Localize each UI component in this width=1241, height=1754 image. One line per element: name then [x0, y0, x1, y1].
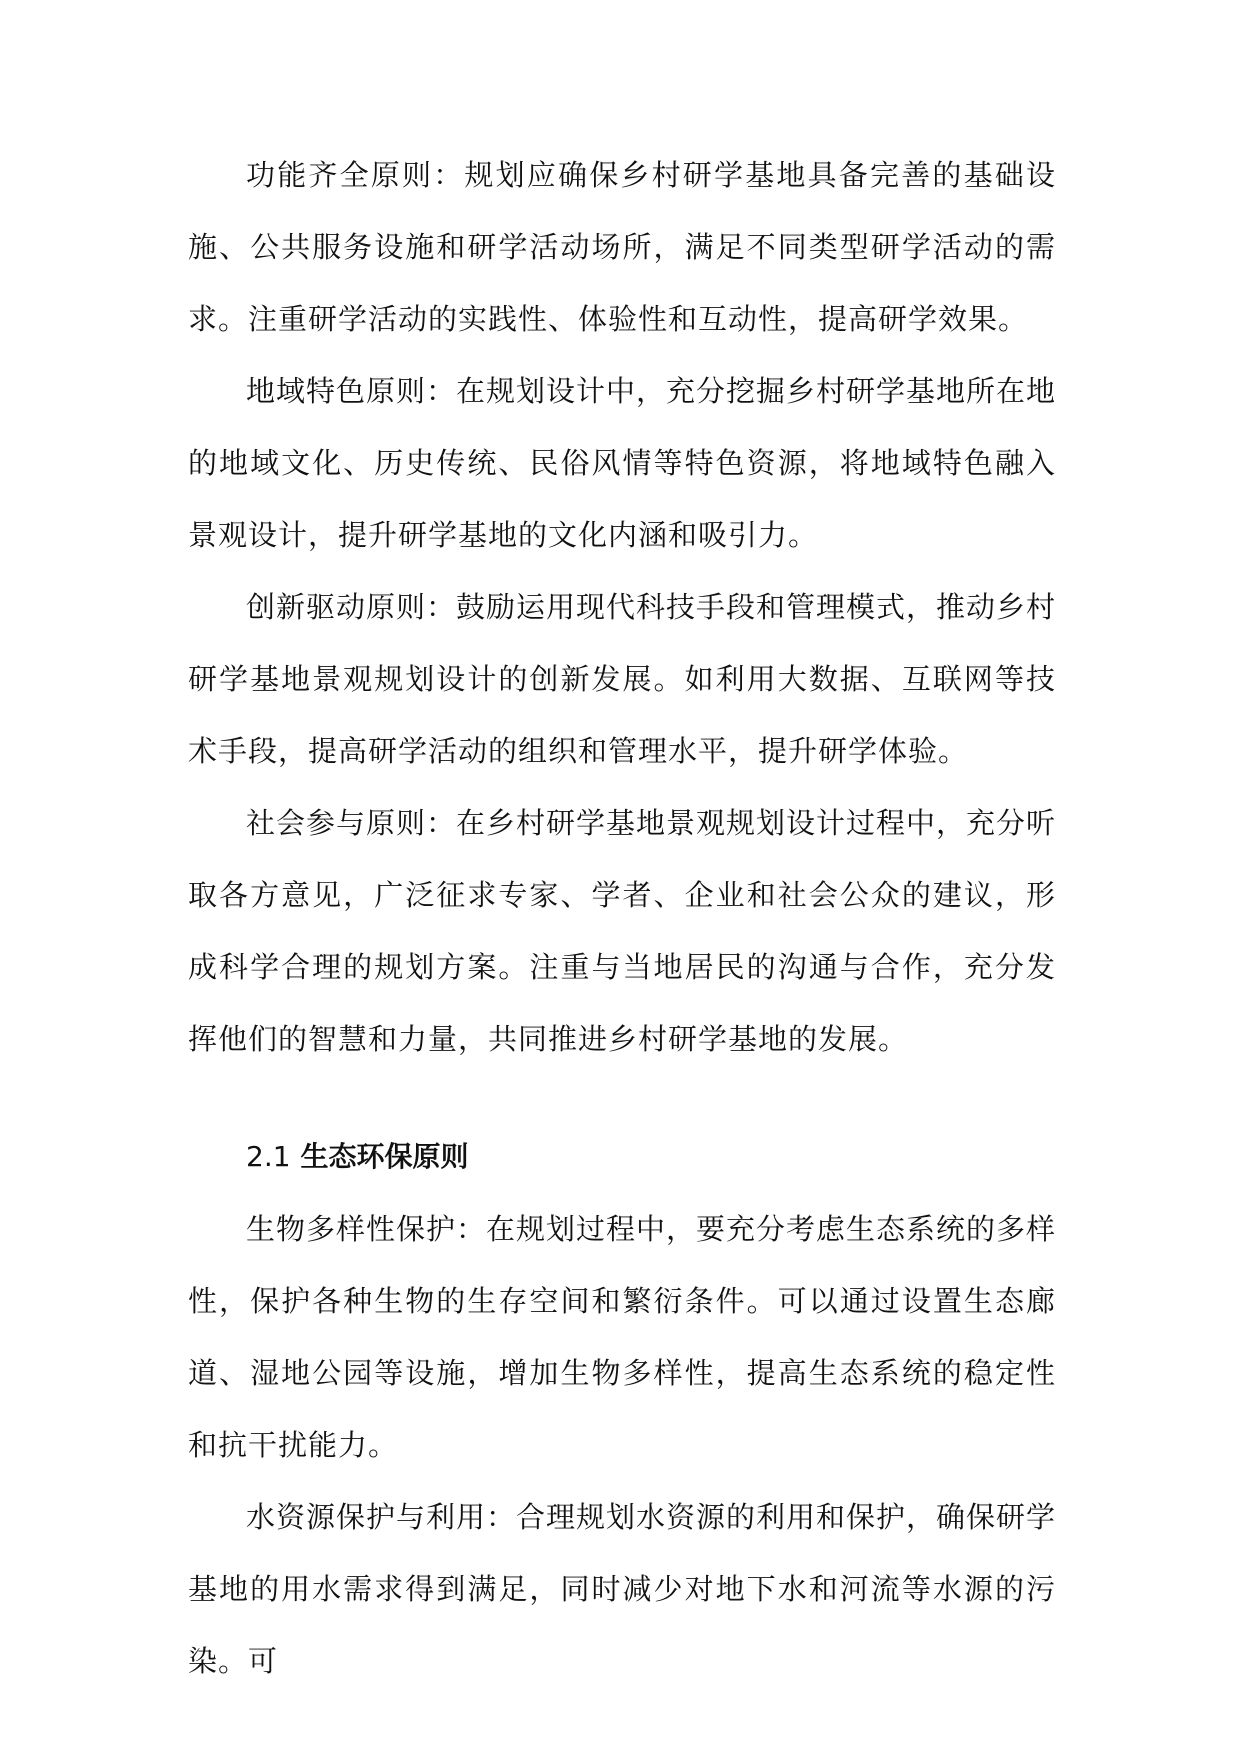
section-title: 生态环保原则: [300, 1140, 469, 1173]
section-number: 2.1: [246, 1140, 291, 1173]
paragraph-water-resources: 水资源保护与利用：合理规划水资源的利用和保护，确保研学基地的用水需求得到满足，同时减少对地下水和河流等水源的污染。可: [188, 1500, 1057, 1678]
paragraph-innovation-principle: 创新驱动原则：鼓励运用现代科技手段和管理模式，推动乡村研学基地景观规划设计的创新发展。如利用大数据、互联网等技术手段，提高研学活动的组织和管理水平，提升研学体验。: [188, 590, 1057, 768]
paragraph-regional-principle: 地域特色原则：在规划设计中，充分挖掘乡村研学基地所在地的地域文化、历史传统、民俗风情等特色资源，将地域特色融入景观设计，提升研学基地的文化内涵和吸引力。: [188, 374, 1057, 552]
section-heading: [188, 1121, 1056, 1193]
paragraph-social-principle: 社会参与原则：在乡村研学基地景观规划设计过程中，充分听取各方意见，广泛征求专家、学者、企业和社会公众的建议，形成科学合理的规划方案。注重与当地居民的沟通与合作，充分发挥他们的智慧和力量，共同推进乡村研学基地的发展。: [188, 806, 1057, 1056]
paragraph-biodiversity: 生物多样性保护：在规划过程中，要充分考虑生态系统的多样性，保护各种生物的生存空间和繁衍条件。可以通过设置生态廊道、湿地公园等设施，增加生物多样性，提高生态系统的稳定性和抗干扰能力。: [188, 1212, 1057, 1462]
document-body: [188, 139, 1056, 1697]
paragraph-function-principle: 功能齐全原则：规划应确保乡村研学基地具备完善的基础设施、公共服务设施和研学活动场所，满足不同类型研学活动的需求。注重研学活动的实践性、体验性和互动性，提高研学效果。: [188, 158, 1056, 336]
